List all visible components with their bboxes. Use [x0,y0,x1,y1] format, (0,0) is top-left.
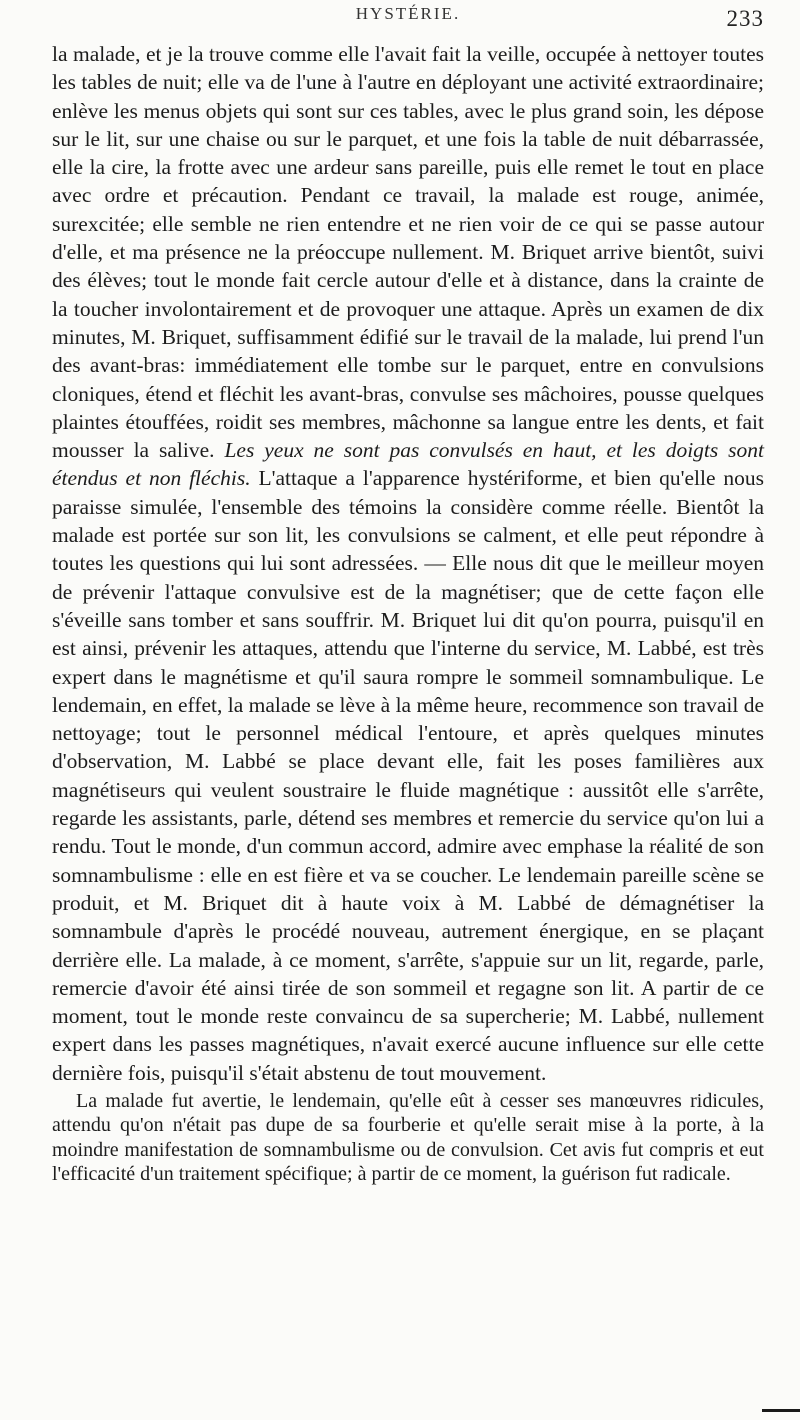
paragraph-observation [52,40,764,1087]
italic-note: Les yeux ne sont pas convulsés en haut, et les doigts sont étendus et non fléchis. [52,438,765,491]
page-number: 233 [726,6,764,31]
page-edge-mark [762,1409,800,1412]
body-text [52,40,764,1187]
paragraph-conclusion: La malade fut avertie, le lendemain, qu'elle eût à cesser ses manœuvres ridicules, attendu qu'on n'était pas dupe de sa fourberie et qu'elle serait mise à la porte, à la moindre manifestation de somnambulisme ou de convulsion. Cet avis fut compris et eut l'efficacité d'un traitement spécifique; à partir de ce moment, la guérison fut radicale. [52,1089,764,1186]
running-title: HYSTÉRIE. [355,4,461,23]
paragraph-text: la malade, et je la trouve comme elle l'avait fait la veille, occupée à nettoyer toutes les tables de nuit; elle va de l'une à l'autre en déployant une activité extraordinaire; enlève les menus objets qui sont sur ces tables, avec le plus grand soin, les dépose sur le lit, sur une chaise ou sur le parquet, et une fois la table de nuit débarrassée, elle la cire, la frotte avec une ardeur sans pareille, puis elle remet le tout en place avec ordre et précaution. Pendant ce travail, la malade est rouge, animée, surexcitée; elle semble ne rien entendre et ne rien voir de ce qui se passe autour d'elle, et ma présence ne la préoccupe nullement. M. Briquet arrive bientôt, suivi des élèves; tout le monde fait cercle autour d'elle et à distance, dans la crainte de la toucher involontairement et de provoquer une attaque. Après un examen de dix minutes, M. Briquet, suffisamment édifié sur le travail de la malade, lui prend l'un des avant-bras: immédiatement elle tombe sur le parquet, entre en convulsions cloniques, étend et fléchit les avant-bras, convulse ses mâchoires, pousse quelques plaintes étouffées, roidit ses membres, mâchonne sa langue entre les dents, et fait mousser la salive. [52,42,764,463]
running-head [52,4,764,34]
paragraph-text-continued: L'attaque a l'apparence hystériforme, et bien qu'elle nous paraisse simulée, l'ensemble des témoins la considère comme réelle. Bientôt la malade est portée sur son lit, les convulsions se calment, et elle peut répondre à toutes les questions qui lui sont adressées. — Elle nous dit que le meilleur moyen de prévenir l'attaque convulsive est de la magnétiser; que de cette façon elle s'éveille sans tomber et sans souffrir. M. Briquet lui dit qu'on pourra, puisqu'il en est ainsi, prévenir les attaques, attendu que l'interne du service, M. Labbé, est très expert dans le magnétisme et qu'il saura rompre le sommeil somnambulique. Le lendemain, en effet, la malade se lève à la même heure, recommence son travail de nettoyage; tout le personnel médical l'entoure, et après quelques minutes d'observation, M. Labbé se place devant elle, fait les poses familières aux magnétiseurs qui veulent soustraire le fluide magnétique : aussitôt elle s'arrête, regarde les assistants, parle, détend ses membres et remercie du service qu'on lui a rendu. Tout le monde, d'un commun accord, admire avec emphase la réalité de son somnambulisme : elle en est fière et va se coucher. Le lendemain pareille scène se produit, et M. Briquet dit à haute voix à M. Labbé de démagnétiser la somnambule d'après le procédé nouveau, autrement énergique, en se plaçant derrière elle. La malade, à ce moment, s'arrête, s'appuie sur un lit, regarde, parle, remercie d'avoir été ainsi tirée de son sommeil et regagne son lit. A partir de ce moment, tout le monde reste convaincu de sa supercherie; M. Labbé, nullement expert dans les passes magnétiques, n'avait exercé aucune influence sur elle cette dernière fois, puisqu'il s'était abstenu de tout mouvement. [52,466,764,1085]
